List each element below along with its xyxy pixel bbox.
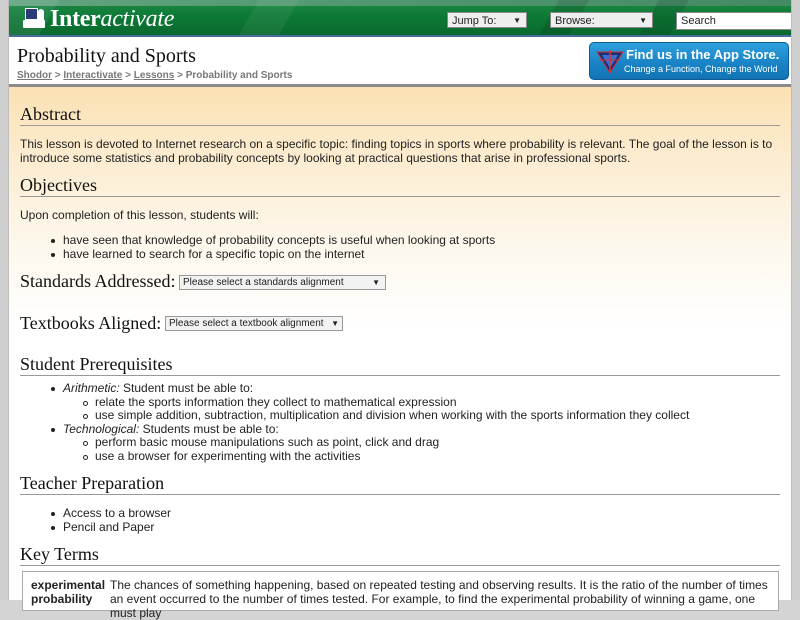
breadcrumb-separator: > (177, 70, 183, 81)
breadcrumb-separator: > (54, 70, 61, 81)
lesson-content (9, 87, 791, 620)
objectives-list (49, 234, 495, 261)
breadcrumb-interactivate[interactable]: Interactivate (63, 70, 123, 81)
jump-to-select[interactable] (447, 12, 527, 28)
list-item: Pencil and Paper (49, 521, 171, 535)
page-title: Probability and Sports (17, 45, 196, 67)
textbook-select[interactable] (165, 316, 343, 331)
left-gutter (0, 0, 9, 600)
textbook-select-value: Please select a textbook alignment (169, 318, 324, 329)
list-item: relate the sports information they collect to mathematical expression (81, 396, 689, 410)
site-header (9, 0, 791, 37)
list-item: Access to a browser (49, 507, 171, 521)
dropdown-arrow-icon: ▼ (372, 278, 380, 287)
list-item (49, 382, 689, 423)
list-item: have learned to search for a specific topic on the internet (49, 248, 495, 262)
standards-select-value: Please select a standards alignment (183, 277, 344, 288)
abstract-text: This lesson is devoted to Internet research on a specific topic: finding topics in sports where probability is relevant. The goal of the lesson is to introduce some statistics and probability concepts by looking at practical questions that arise in professional sports. (20, 137, 773, 165)
dropdown-arrow-icon: ▼ (513, 16, 521, 25)
sub-list (81, 396, 689, 423)
breadcrumb (17, 70, 292, 81)
right-scrollbar[interactable] (791, 0, 800, 600)
breadcrumb-shodor[interactable]: Shodor (17, 70, 52, 81)
logo-screen (25, 8, 38, 20)
sub-list (81, 436, 689, 463)
app-store-tagline: Change a Function, Change the World (624, 64, 778, 74)
teacher-prep-list (49, 507, 171, 534)
prerequisites-heading: Student Prerequisites (20, 354, 780, 376)
computer-reader-icon (23, 8, 47, 30)
search-input[interactable]: Search (676, 12, 791, 30)
list-item: use simple addition, subtraction, multiplication and division when working with the sports information they collect (81, 409, 689, 423)
term-name: experimental probability (31, 578, 106, 606)
standards-heading: Standards Addressed: (20, 271, 176, 291)
key-terms-table (22, 571, 779, 620)
teacher-prep-heading: Teacher Preparation (20, 473, 780, 495)
list-item: use a browser for experimenting with the activities (81, 450, 689, 464)
prereq-text: Students must be able to: (139, 421, 279, 436)
logo-text-italic: activate (100, 6, 175, 32)
objectives-intro: Upon completion of this lesson, students will: (20, 208, 259, 222)
prereq-text: Student must be able to: (119, 381, 254, 395)
abstract-heading: Abstract (20, 104, 780, 126)
prereq-label: Arithmetic: (63, 381, 120, 395)
list-item: perform basic mouse manipulations such as point, click and drag (81, 436, 689, 450)
textbooks-heading: Textbooks Aligned: (20, 313, 162, 333)
breadcrumb-current: Probability and Sports (185, 70, 293, 81)
list-item (49, 423, 689, 464)
objectives-heading: Objectives (20, 175, 780, 197)
logo-text (50, 7, 174, 31)
prerequisites-list (49, 382, 689, 463)
key-terms-heading: Key Terms (20, 544, 780, 566)
app-store-banner[interactable] (589, 42, 789, 80)
browse-label: Browse: (555, 15, 595, 27)
breadcrumb-separator: > (125, 70, 131, 81)
interactivate-logo[interactable] (23, 7, 174, 31)
dropdown-arrow-icon: ▼ (639, 16, 647, 25)
prereq-label: Technological: (63, 421, 140, 436)
standards-select[interactable] (179, 275, 386, 290)
dropdown-arrow-icon: ▼ (331, 319, 339, 328)
term-definition: The chances of something happening, based on repeated testing and observing results. It is the ratio of the number of times an event occurred to the number of times tested. For example, to find the experimental probability of winning a game, one must play (110, 578, 768, 620)
logo-text-bold: Inter (50, 6, 101, 32)
browse-select[interactable] (550, 12, 653, 28)
app-store-headline: Find us in the App Store. (626, 47, 780, 62)
title-area (9, 37, 791, 87)
jump-to-label: Jump To: (452, 15, 497, 27)
shodor-app-icon (596, 49, 624, 75)
logo-book (23, 20, 45, 28)
list-item: have seen that knowledge of probability concepts is useful when looking at sports (49, 234, 495, 248)
breadcrumb-lessons[interactable]: Lessons (133, 70, 175, 81)
